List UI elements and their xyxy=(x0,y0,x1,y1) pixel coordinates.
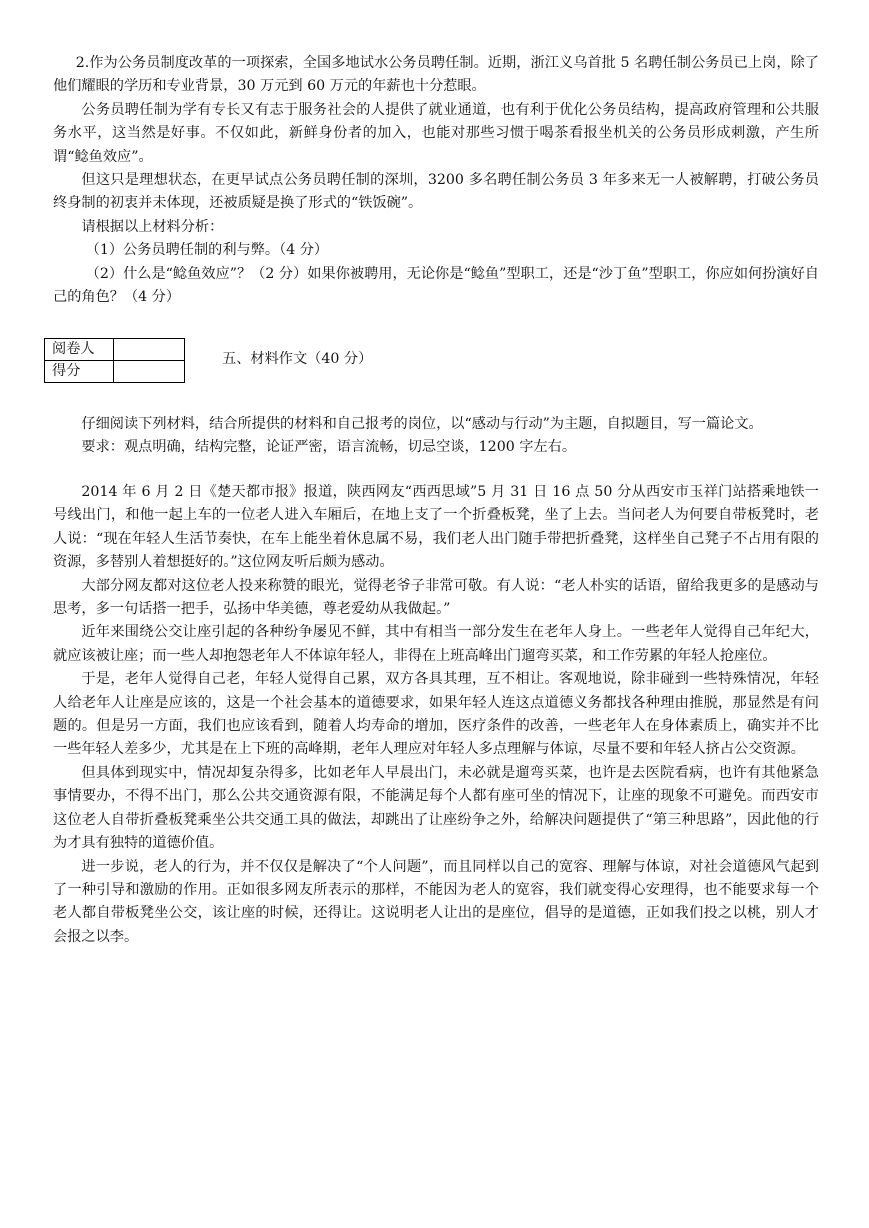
score-table xyxy=(44,338,185,383)
sub-question-2: （2）什么是“鲶鱼效应”？（2 分）如果你被聘用，无论你是“鲶鱼”型职工，还是“沙丁鱼”型职工，你应如何扮演好自己的角色？（4 分） xyxy=(53,265,819,306)
essay-material xyxy=(53,481,819,949)
material-paragraph: 近年来围绕公交让座引起的各种纷争屡见不鲜，其中有相当一部分发生在老年人身上。一些老年人觉得自己年纪大，就应该被让座；而一些人却抱怨老年人不体谅年轻人，非得在上班高峰出门遛弯买菜，和工作劳累的年轻人抢座位。 xyxy=(53,624,819,664)
sub-question-1: （1）公务员聘任制的利与弊。（4 分） xyxy=(85,242,329,259)
essay-requirements: 要求：观点明确，结构完整，论证严密，语言流畅，切忌空谈，1200 字左右。 xyxy=(81,439,577,456)
material-paragraph: 进一步说，老人的行为，并不仅仅是解决了“个人问题”，而且同样以自己的宽容、理解与体谅，对社会道德风气起到了一种引导和激励的作用。正如很多网友所表示的那样，不能因为老人的宽容，我们就变得心安理得，也不能要求每一个老人都自带板凳坐公交，该让座的时候，还得让。这说明老人让出的是座位，倡导的是道德，正如我们投之以桃，别人才会报之以李。 xyxy=(53,858,819,945)
question-2-paragraph: 但这只是理想状态，在更早试点公务员聘任制的深圳，3200 多名聘任制公务员 3 年多来无一人被解聘，打破公务员终身制的初衷并未体现，还被质疑是换了形式的“铁饭碗”。 xyxy=(53,172,819,212)
essay-instructions xyxy=(53,413,819,460)
material-paragraph: 2014 年 6 月 2 日《楚天都市报》报道，陕西网友“西西思域”5 月 31 日 16 点 50 分从西安市玉祥门站搭乘地铁一号线出门，和他一起上车的一位老人进入车厢后，在地上支了一个折叠板凳，坐了上去。当问老人为何要自带板凳时，老人说：“现在年轻人生活节奏快，在车上能坐着休息属不易，我们老人出门随手带把折叠凳，这样坐自己凳子不占用有限的资源，多替别人着想挺好的。”这位网友听后颇为感动。 xyxy=(53,484,819,571)
reviewer-label: 阅卷人 xyxy=(45,339,114,361)
question-2-paragraph: 公务员聘任制为学有专长又有志于服务社会的人提供了就业通道，也有利于优化公务员结构，提高政府管理和公共服务水平，这当然是好事。不仅如此，新鲜身份者的加入，也能对那些习惯于喝茶看报坐机关的公务员形成刺激，产生所谓“鲶鱼效应”。 xyxy=(53,101,819,165)
material-paragraph: 于是，老年人觉得自己老，年轻人觉得自己累，双方各具其理，互不相让。客观地说，除非碰到一些特殊情况，年轻人给老年人让座是应该的，这是一个社会基本的道德要求，如果年轻人连这点道德义务都找各种理由推脱，那显然是有问题的。但是另一方面，我们也应该看到，随着人均寿命的增加，医疗条件的改善，一些老年人在身体素质上，确实并不比一些年轻人差多少，尤其是在上下班的高峰期，老年人理应对年轻人多点理解与体谅，尽量不要和年轻人挤占公交资源。 xyxy=(53,671,819,758)
question-2-block xyxy=(53,52,819,309)
material-paragraph: 大部分网友都对这位老人投来称赞的眼光，觉得老爷子非常可敬。有人说：“老人朴实的话语，留给我更多的是感动与思考，多一句话搭一把手，弘扬中华美德，尊老爱幼从我做起。” xyxy=(53,577,819,618)
score-label: 得分 xyxy=(45,361,114,383)
question-2-instruction: 请根据以上材料分析： xyxy=(81,218,224,235)
score-table-row xyxy=(45,339,185,361)
reviewer-field[interactable] xyxy=(114,339,185,361)
essay-instruction: 仔细阅读下列材料，结合所提供的材料和自己报考的岗位，以“感动与行动”为主题，自拟题目，写一篇论文。 xyxy=(81,416,763,432)
section-5-heading: 五、材料作文（40 分） xyxy=(222,351,373,367)
score-field[interactable] xyxy=(114,361,185,383)
question-2-prompt: 2.作为公务员制度改革的一项探索，全国多地试水公务员聘任制。近期，浙江义乌首批 5 名聘任制公务员已上岗，除了他们耀眼的学历和专业背景，30 万元到 60 万元的年薪也十分惹眼。 xyxy=(53,55,819,95)
score-table-row xyxy=(45,361,185,383)
material-paragraph: 但具体到现实中，情况却复杂得多，比如老年人早晨出门，未必就是遛弯买菜，也许是去医院看病，也许有其他紧急事情要办，不得不出门，那么公共交通资源有限，不能满足每个人都有座可坐的情况下，让座的现象不可避免。而西安市这位老人自带折叠板凳乘坐公共交通工具的做法，却跳出了让座纷争之外，给解决问题提供了“第三种思路”，因此他的行为才具有独特的道德价值。 xyxy=(53,764,819,852)
